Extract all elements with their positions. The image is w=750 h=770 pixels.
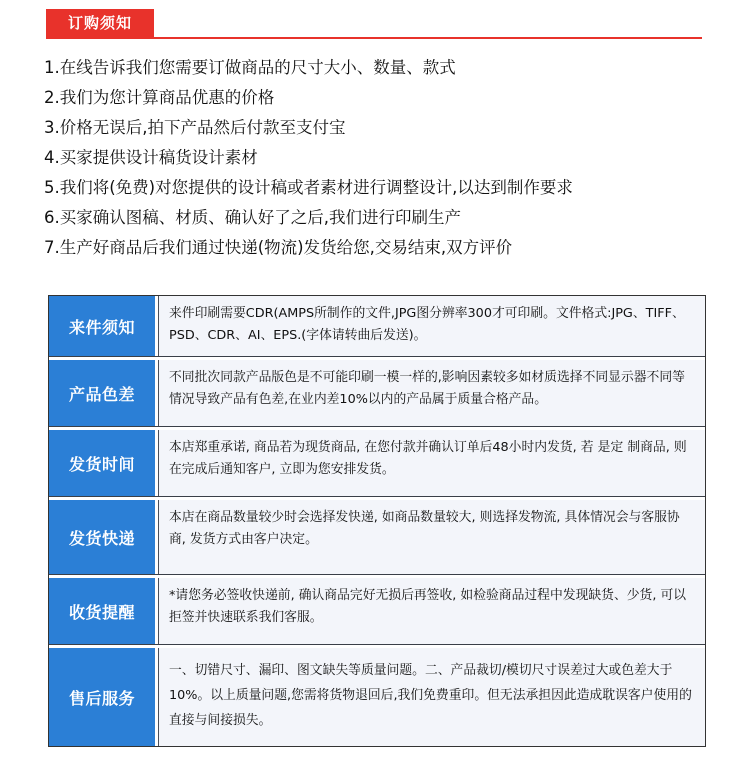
notice-label: 来件须知 [49, 296, 155, 356]
notice-row-receipt-reminder [49, 578, 705, 644]
order-step-2: 2.我们为您计算商品优惠的价格 [44, 88, 275, 107]
notice-text: 本店在商品数量较少时会选择发快递, 如商品数量较大, 则选择发物流, 具体情况会与客服协商, 发货方式由客户决定。 [158, 500, 705, 574]
notice-text: 本店郑重承诺, 商品若为现货商品, 在您付款并确认订单后48小时内发货, 若 是定 制商品, 则在完成后通知客户, 立即为您安排发货。 [158, 430, 705, 496]
notice-text: *请您务必签收快递前, 确认商品完好无损后再签收, 如检验商品过程中发现缺货、少货, 可以拒签并快速联系我们客服。 [158, 578, 705, 644]
notice-row-color-difference [49, 360, 705, 426]
row-divider [49, 644, 705, 647]
notice-text: 不同批次同款产品版色是不可能印刷一模一样的,影响因素较多如材质选择不同显示器不同等情况导致产品有色差,在业内差10%以内的产品属于质量合格产品。 [158, 360, 705, 426]
notice-table [48, 295, 706, 747]
notice-row-shipping-time [49, 430, 705, 496]
notice-row-shipping-courier [49, 500, 705, 574]
row-divider [49, 574, 705, 577]
order-step-3: 3.价格无误后,拍下产品然后付款至支付宝 [44, 118, 346, 137]
order-step-1: 1.在线告诉我们您需要订做商品的尺寸大小、数量、款式 [44, 58, 456, 77]
notice-label: 产品色差 [49, 360, 155, 426]
order-step-4: 4.买家提供设计稿货设计素材 [44, 148, 258, 167]
section-title-divider [46, 37, 702, 39]
order-steps-list [44, 53, 573, 263]
notice-label: 售后服务 [49, 648, 155, 746]
notice-row-after-sales [49, 648, 705, 746]
notice-text: 一、切错尺寸、漏印、图文缺失等质量问题。二、产品裁切/模切尺寸误差过大或色差大于10%。以上质量问题,您需将货物退回后,我们免费重印。但无法承担因此造成耽误客户使用的直接与间接损失。 [158, 648, 705, 746]
notice-row-file-requirements [49, 296, 705, 356]
section-title-badge: 订购须知 [46, 9, 154, 37]
notice-label: 发货时间 [49, 430, 155, 496]
row-divider [49, 496, 705, 499]
notice-label: 收货提醒 [49, 578, 155, 644]
notice-label: 发货快递 [49, 500, 155, 574]
order-step-6: 6.买家确认图稿、材质、确认好了之后,我们进行印刷生产 [44, 208, 461, 227]
row-divider [49, 426, 705, 429]
row-divider [49, 356, 705, 359]
order-step-7: 7.生产好商品后我们通过快递(物流)发货给您,交易结束,双方评价 [44, 238, 513, 257]
notice-text: 来件印刷需要CDR(AMPS所制作的文件,JPG图分辨率300才可印刷。文件格式:JPG、TIFF、PSD、CDR、AI、EPS.(字体请转曲后发送)。 [158, 296, 705, 356]
order-step-5: 5.我们将(免费)对您提供的设计稿或者素材进行调整设计,以达到制作要求 [44, 178, 573, 197]
